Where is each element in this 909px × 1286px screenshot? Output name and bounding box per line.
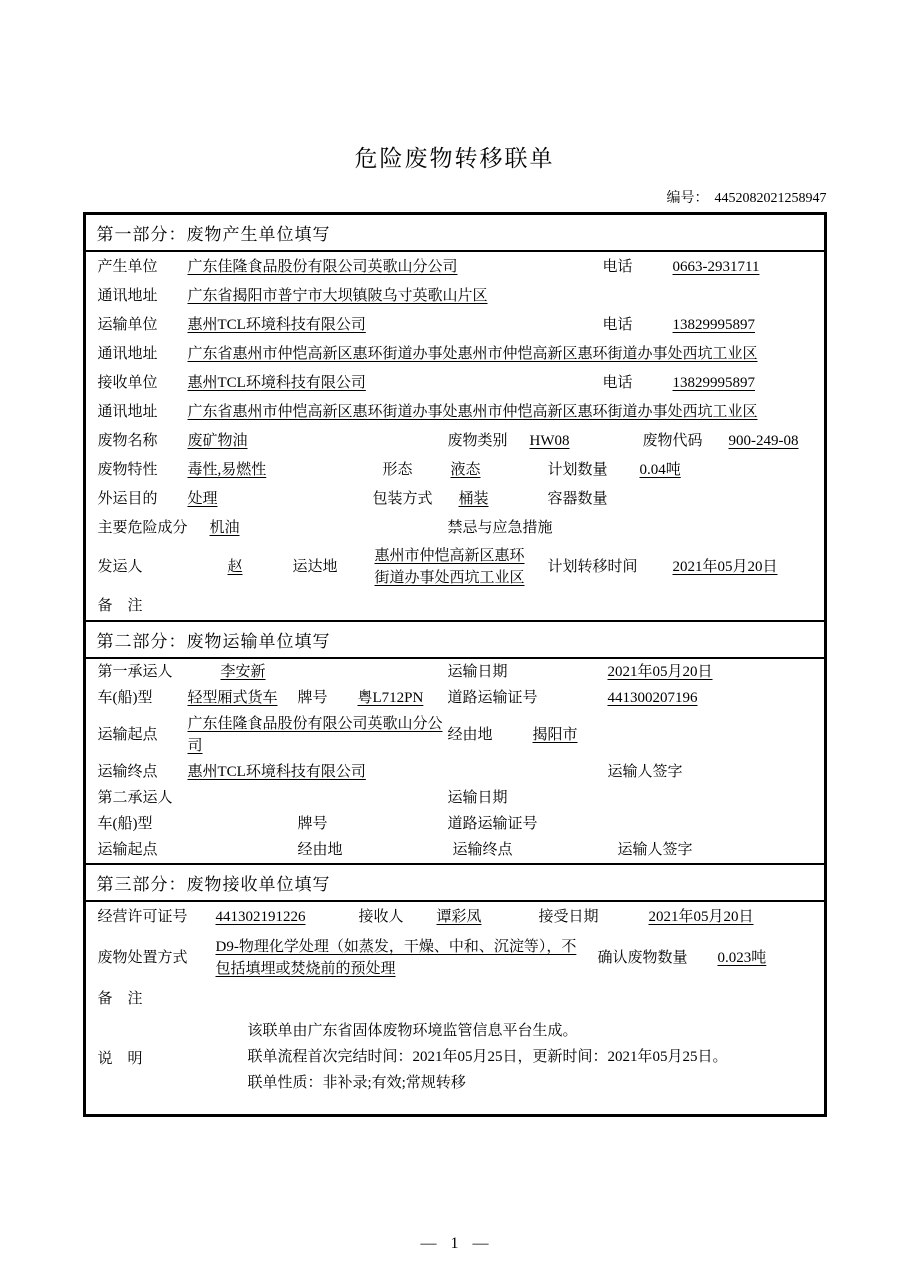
carrier1-label: 第一承运人 xyxy=(97,664,173,680)
waste-name-label: 废物名称 xyxy=(97,432,158,449)
carrier1-value: 李安新 xyxy=(220,664,266,680)
planned-qty-value: 0.04吨 xyxy=(639,461,681,478)
transporter-address-row xyxy=(86,339,824,368)
doc-number-label: 编号： xyxy=(666,191,709,206)
remark-label-1: 备 注 xyxy=(97,598,143,614)
receiver-phone-label: 电话 xyxy=(602,374,633,391)
confirm-qty-label: 确认废物数量 xyxy=(597,950,688,966)
permit1-value: 441300207196 xyxy=(607,690,698,706)
section3-header: 第三部分：废物接收单位填写 xyxy=(86,863,824,902)
producer-phone-value: 0663-2931711 xyxy=(672,258,760,275)
note-line-3: 联单性质：非补录;有效;常规转移 xyxy=(247,1075,466,1091)
disposal-label: 废物处置方式 xyxy=(97,950,188,966)
producer-address-row xyxy=(86,281,824,310)
consignor-value: 赵 xyxy=(227,559,243,575)
vehicle1-value: 轻型厢式货车 xyxy=(187,690,278,706)
receiver-row xyxy=(86,368,824,397)
vehicle1-label: 车(船)型 xyxy=(97,690,153,706)
transporter-row xyxy=(86,310,824,339)
terminus1-row xyxy=(86,759,824,785)
planned-qty-label: 计划数量 xyxy=(547,461,608,478)
transport-date1-value: 2021年05月20日 xyxy=(607,664,713,680)
terminus2-label: 运输终点 xyxy=(452,842,513,858)
origin2-label: 运输起点 xyxy=(97,842,158,858)
hazard-label: 主要危险成分 xyxy=(97,519,188,536)
transporter-phone-value: 13829995897 xyxy=(672,316,755,333)
hazard-row xyxy=(86,513,824,542)
waste-code-label: 废物代码 xyxy=(642,432,703,449)
purpose-value: 处理 xyxy=(187,490,218,507)
receiver-value: 惠州TCL环境科技有限公司 xyxy=(187,374,366,391)
page-number: — 1 — xyxy=(420,1235,489,1252)
carrier2-label: 第二承运人 xyxy=(97,790,173,806)
emergency-label: 禁忌与应急措施 xyxy=(447,519,553,536)
plate2-label: 牌号 xyxy=(297,816,328,832)
note-line-1: 该联单由广东省固体废物环境监管信息平台生成。 xyxy=(247,1023,578,1039)
receiver-address-label: 通讯地址 xyxy=(97,403,158,420)
section2-header: 第二部分：废物运输单位填写 xyxy=(86,620,824,659)
origin1-row xyxy=(86,711,824,759)
license-value: 441302191226 xyxy=(215,909,306,925)
form-label: 形态 xyxy=(382,461,413,478)
waste-property-row xyxy=(86,455,824,484)
waste-name-row xyxy=(86,426,824,455)
waste-property-label: 废物特性 xyxy=(97,461,158,478)
note-line-2: 联单流程首次完结时间：2021年05月25日，更新时间：2021年05月25日。 xyxy=(247,1049,728,1065)
purpose-row xyxy=(86,484,824,513)
license-label: 经营许可证号 xyxy=(97,909,188,925)
receiver-address-row xyxy=(86,397,824,426)
origin1-label: 运输起点 xyxy=(97,727,158,743)
transport-date2-label: 运输日期 xyxy=(447,790,508,806)
vehicle2-label: 车(船)型 xyxy=(97,816,153,832)
transporter-address-value: 广东省惠州市仲恺高新区惠环街道办事处惠州市仲恺高新区惠环街道办事处西坑工业区 xyxy=(187,345,758,362)
sign2-label: 运输人签字 xyxy=(617,842,693,858)
remark-label-3: 备 注 xyxy=(97,991,143,1007)
receive-person-label: 接收人 xyxy=(358,909,404,925)
notes-label: 说 明 xyxy=(97,1050,143,1067)
producer-row xyxy=(86,252,824,281)
packing-value: 桶装 xyxy=(458,490,489,507)
via1-label: 经由地 xyxy=(447,727,493,743)
terminus1-label: 运输终点 xyxy=(97,764,158,780)
destination-value: 惠州市仲恺高新区惠环街道办事处西坑工业区 xyxy=(374,548,525,586)
table-bottom-spacer xyxy=(86,1100,824,1114)
producer-value: 广东佳隆食品股份有限公司英歌山分公司 xyxy=(187,258,458,275)
permit1-label: 道路运输证号 xyxy=(447,690,538,706)
via2-label: 经由地 xyxy=(297,842,343,858)
container-qty-label: 容器数量 xyxy=(547,490,608,507)
receive-date-label: 接受日期 xyxy=(538,909,599,925)
transport-date1-label: 运输日期 xyxy=(447,664,508,680)
waste-property-value: 毒性,易燃性 xyxy=(187,461,267,478)
disposal-row xyxy=(86,932,824,984)
consignor-label: 发运人 xyxy=(97,559,143,575)
doc-number xyxy=(83,187,827,207)
destination-label: 运达地 xyxy=(292,559,338,575)
producer-label: 产生单位 xyxy=(97,258,158,275)
hazard-value: 机油 xyxy=(209,519,240,536)
plate1-value: 粤L712PN xyxy=(357,690,424,706)
receiver-address-value: 广东省惠州市仲恺高新区惠环街道办事处惠州市仲恺高新区惠环街道办事处西坑工业区 xyxy=(187,403,758,420)
packing-label: 包装方式 xyxy=(372,490,433,507)
plate1-label: 牌号 xyxy=(297,690,328,706)
waste-name-value: 废矿物油 xyxy=(187,432,248,449)
terminus1-value: 惠州TCL环境科技有限公司 xyxy=(187,764,366,780)
producer-address-value: 广东省揭阳市普宁市大坝镇陂乌寸英歌山片区 xyxy=(187,287,488,304)
transporter-phone-label: 电话 xyxy=(602,316,633,333)
permit2-label: 道路运输证号 xyxy=(447,816,538,832)
transporter-address-label: 通讯地址 xyxy=(97,345,158,362)
notes-row xyxy=(86,1014,824,1100)
doc-number-value: 4452082021258947 xyxy=(714,191,827,206)
remark-row-1 xyxy=(86,592,824,620)
vehicle2-row xyxy=(86,811,824,837)
producer-address-label: 通讯地址 xyxy=(97,287,158,304)
vehicle1-row xyxy=(86,685,824,711)
receiver-label: 接收单位 xyxy=(97,374,158,391)
page-title: 危险废物转移联单 xyxy=(354,146,555,171)
waste-category-label: 废物类别 xyxy=(447,432,508,449)
remark-row-3 xyxy=(86,984,824,1014)
receive-date-value: 2021年05月20日 xyxy=(648,909,754,925)
consignor-row xyxy=(86,542,824,592)
confirm-qty-value: 0.023吨 xyxy=(717,950,767,966)
transporter-value: 惠州TCL环境科技有限公司 xyxy=(187,316,366,333)
disposal-value: D9-物理化学处理（如蒸发，干燥、中和、沉淀等），不包括填埋或焚烧前的预处理 xyxy=(215,939,577,977)
sign1-label: 运输人签字 xyxy=(607,764,683,780)
carrier1-row xyxy=(86,659,824,685)
receiver-phone-value: 13829995897 xyxy=(672,374,755,391)
producer-phone-label: 电话 xyxy=(602,258,633,275)
receive-person-value: 谭彩凤 xyxy=(436,909,482,925)
transfer-time-value: 2021年05月20日 xyxy=(672,559,778,575)
via1-value: 揭阳市 xyxy=(532,727,578,743)
section1-header: 第一部分：废物产生单位填写 xyxy=(86,215,824,252)
waste-category-value: HW08 xyxy=(529,432,570,449)
transporter-label: 运输单位 xyxy=(97,316,158,333)
waste-code-value: 900-249-08 xyxy=(728,432,799,449)
form-value: 液态 xyxy=(450,461,481,478)
transfer-time-label: 计划转移时间 xyxy=(547,559,638,575)
manifest-table xyxy=(83,212,827,1117)
carrier2-row xyxy=(86,785,824,811)
license-row xyxy=(86,902,824,932)
purpose-label: 外运目的 xyxy=(97,490,158,507)
origin2-row xyxy=(86,837,824,863)
origin1-value: 广东佳隆食品股份有限公司英歌山分公司 xyxy=(187,716,443,754)
